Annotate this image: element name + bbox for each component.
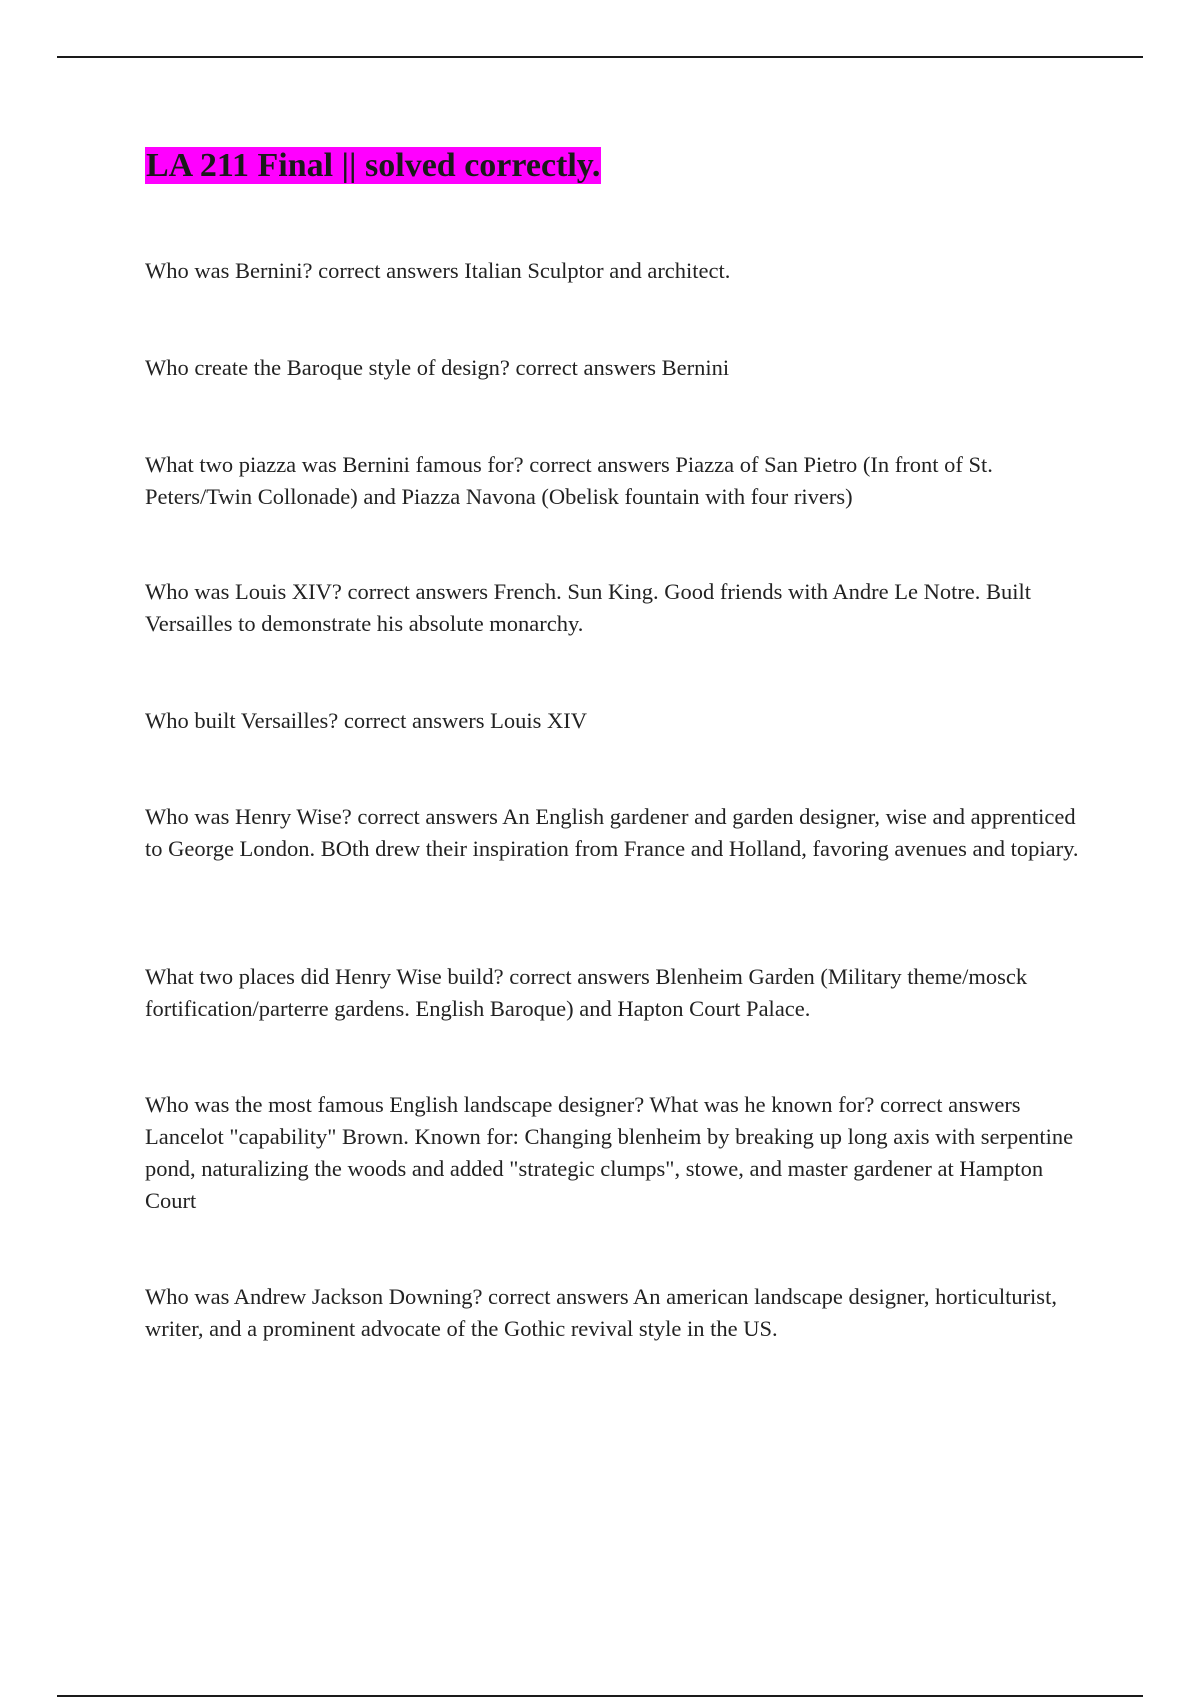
qa-item-downing: Who was Andrew Jackson Downing? correct answers An american landscape designer, horticulturist, writer, and a prominent advocate of the Gothic revival style in the US.: [145, 1284, 1057, 1341]
footer-rule: [57, 1695, 1143, 1697]
document-title: [145, 144, 601, 188]
qa-item-louis-xiv: Who was Louis XIV? correct answers French. Sun King. Good friends with Andre Le Notre. Built Versailles to demonstrate his absolute monarchy.: [145, 579, 1032, 636]
header-rule: [57, 56, 1143, 58]
document-title-text: LA 211 Final || solved correctly.: [146, 147, 601, 184]
qa-item-baroque: Who create the Baroque style of design? correct answers Bernini: [145, 355, 730, 380]
qa-item-henry-wise: Who was Henry Wise? correct answers An English gardener and garden designer, wise and apprenticed to George London. BOth drew their inspiration from France and Holland, favoring avenues and topiary.: [145, 804, 1079, 861]
qa-item-bernini: Who was Bernini? correct answers Italian Sculptor and architect.: [145, 258, 731, 283]
qa-item-versailles: Who built Versailles? correct answers Louis XIV: [145, 708, 587, 733]
qa-item-piazza: What two piazza was Bernini famous for? correct answers Piazza of San Pietro (In front of St. Peters/Twin Collonade) and Piazza Navona (Obelisk fountain with four rivers): [145, 452, 993, 509]
qa-item-capability-brown: Who was the most famous English landscape designer? What was he known for? correct answers Lancelot "capability" Brown. Known for: Changing blenheim by breaking up long axis with serpentine pond, naturalizing the woods and added "strategic clumps", stowe, and master gardener at Hampton Court: [145, 1092, 1074, 1213]
qa-item-henry-wise-places: What two places did Henry Wise build? correct answers Blenheim Garden (Military theme/mosck fortification/parterre gardens. English Baroque) and Hapton Court Palace.: [145, 964, 1028, 1021]
